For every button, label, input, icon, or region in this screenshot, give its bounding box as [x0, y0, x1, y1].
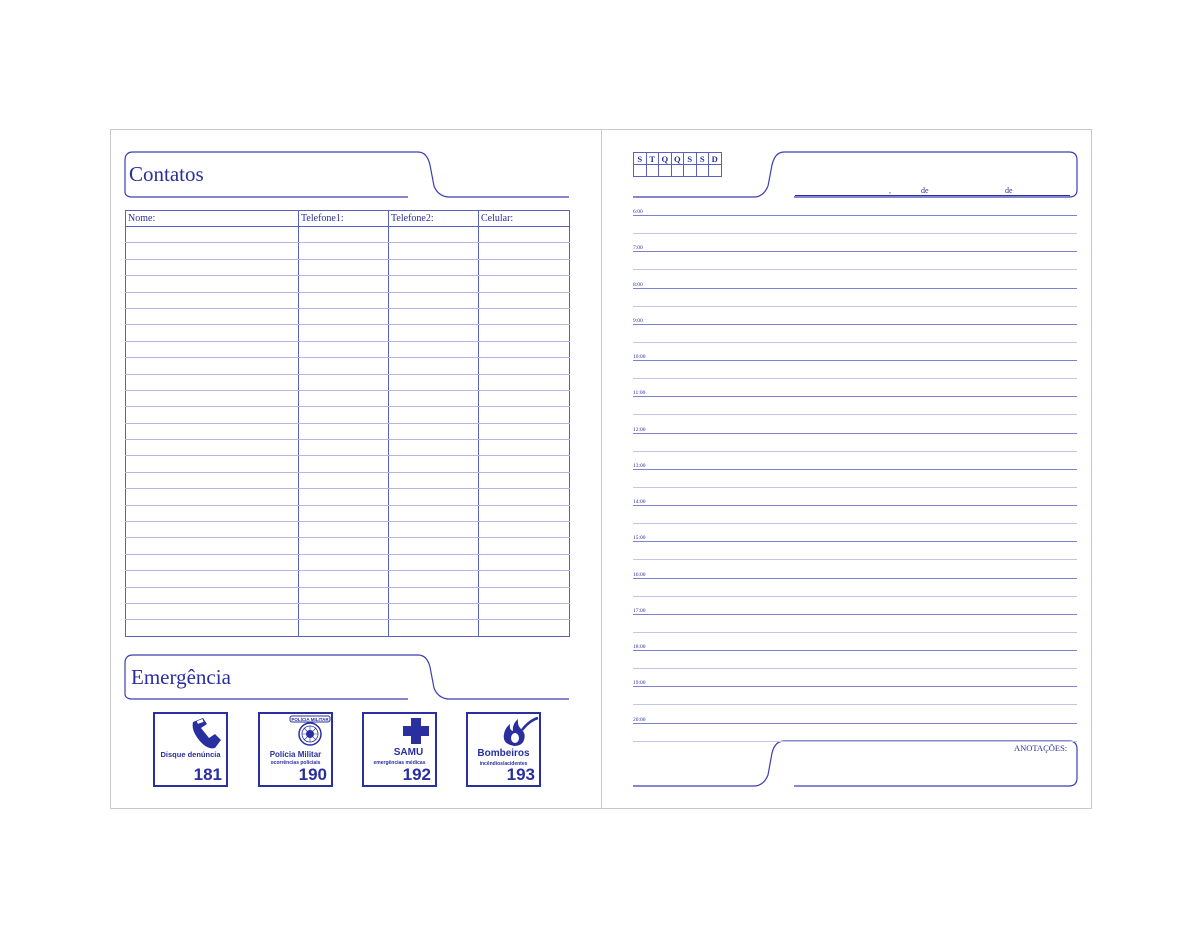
- hour-label: 10:00: [633, 354, 646, 360]
- celular-cell[interactable]: [479, 276, 570, 292]
- hour-line[interactable]: [633, 324, 1077, 325]
- celular-cell[interactable]: [479, 407, 570, 423]
- telefone2-cell[interactable]: [389, 308, 479, 324]
- telefone1-cell[interactable]: [299, 325, 389, 341]
- telefone1-cell[interactable]: [299, 554, 389, 570]
- telefone1-cell[interactable]: [299, 489, 389, 505]
- name-cell[interactable]: [126, 554, 299, 570]
- hour-label: 9:00: [633, 317, 643, 324]
- celular-cell[interactable]: [479, 325, 570, 341]
- telefone2-cell[interactable]: [389, 276, 479, 292]
- telefone1-cell[interactable]: [299, 308, 389, 324]
- celular-cell[interactable]: [479, 341, 570, 357]
- telefone2-cell[interactable]: [389, 358, 479, 374]
- celular-cell[interactable]: [479, 538, 570, 554]
- contact-row: [126, 472, 570, 488]
- emergency-number: 181: [193, 765, 222, 784]
- telefone2-cell[interactable]: [389, 440, 479, 456]
- hour-label: 6:00: [633, 209, 643, 215]
- hour-label: 13:00: [633, 462, 646, 469]
- emergency-number: 192: [402, 765, 431, 784]
- name-cell[interactable]: [126, 620, 299, 636]
- weekday-label: S: [684, 153, 697, 165]
- notes-label: ANOTAÇÕES:: [1014, 743, 1068, 753]
- hour-line[interactable]: [633, 215, 1077, 216]
- celular-cell[interactable]: [479, 571, 570, 587]
- celular-cell[interactable]: [479, 456, 570, 472]
- celular-cell[interactable]: [479, 308, 570, 324]
- celular-cell[interactable]: [479, 259, 570, 275]
- contacts-table: [125, 210, 570, 637]
- contact-row: [126, 554, 570, 570]
- telefone1-cell[interactable]: [299, 259, 389, 275]
- telefone2-cell[interactable]: [389, 325, 479, 341]
- contact-row: [126, 227, 570, 243]
- contacts-title: Contatos: [129, 162, 204, 186]
- name-cell[interactable]: [126, 603, 299, 619]
- contact-row: [126, 243, 570, 259]
- name-cell[interactable]: [126, 259, 299, 275]
- emergency-card-181: [153, 712, 228, 787]
- telefone1-cell[interactable]: [299, 571, 389, 587]
- contact-row: [126, 276, 570, 292]
- emergency-number: 193: [506, 765, 535, 784]
- name-cell[interactable]: [126, 292, 299, 308]
- half-hour-line[interactable]: [633, 559, 1077, 560]
- hour-line[interactable]: [633, 505, 1077, 506]
- emergency-name: Disque denúncia: [160, 750, 221, 759]
- contact-row: [126, 603, 570, 619]
- contacts-header-row: [126, 211, 570, 227]
- weekday-box[interactable]: [634, 165, 647, 177]
- weekday-box[interactable]: [671, 165, 684, 177]
- contact-row: [126, 308, 570, 324]
- contact-row: [126, 620, 570, 636]
- weekday-label: Q: [659, 153, 672, 165]
- hour-label: 7:00: [633, 245, 643, 252]
- telefone2-cell[interactable]: [389, 292, 479, 308]
- celular-cell[interactable]: [479, 243, 570, 259]
- celular-cell[interactable]: [479, 423, 570, 439]
- weekday-box[interactable]: [709, 165, 722, 177]
- emergency-subtitle: emergências médicas: [373, 760, 426, 766]
- hour-line[interactable]: [633, 251, 1077, 252]
- telefone1-cell[interactable]: [299, 243, 389, 259]
- telefone1-cell[interactable]: [299, 538, 389, 554]
- contact-row: [126, 259, 570, 275]
- date-de-1: de: [921, 186, 929, 195]
- name-cell[interactable]: [126, 341, 299, 357]
- telefone2-cell[interactable]: [389, 374, 479, 390]
- weekday-box[interactable]: [659, 165, 672, 177]
- telefone1-cell[interactable]: [299, 292, 389, 308]
- emergency-subtitle: incêndios/acidentes: [479, 761, 528, 767]
- telefone1-cell[interactable]: [299, 472, 389, 488]
- telefone1-cell[interactable]: [299, 522, 389, 538]
- name-cell[interactable]: [126, 522, 299, 538]
- contact-row: [126, 423, 570, 439]
- hour-label: 16:00: [633, 571, 646, 578]
- contact-row: [126, 522, 570, 538]
- half-hour-line[interactable]: [633, 306, 1077, 307]
- celular-cell[interactable]: [479, 505, 570, 521]
- emergency-name: Bombeiros: [477, 748, 530, 759]
- date-de-2: de: [1005, 186, 1013, 195]
- telefone1-cell[interactable]: [299, 620, 389, 636]
- telefone2-cell[interactable]: [389, 489, 479, 505]
- telefone1-cell[interactable]: [299, 423, 389, 439]
- emergency-subtitle: ocorrências policiais: [270, 760, 321, 766]
- telefone1-cell[interactable]: [299, 341, 389, 357]
- hour-label: 17:00: [633, 607, 646, 614]
- emergency-name: SAMU: [393, 747, 424, 758]
- hour-line[interactable]: [633, 469, 1077, 470]
- half-hour-line[interactable]: [633, 269, 1077, 270]
- hour-line[interactable]: [633, 541, 1077, 542]
- telefone2-cell[interactable]: [389, 603, 479, 619]
- telefone2-cell[interactable]: [389, 620, 479, 636]
- telefone2-cell[interactable]: [389, 259, 479, 275]
- name-cell[interactable]: [126, 423, 299, 439]
- contact-row: [126, 505, 570, 521]
- celular-cell[interactable]: [479, 522, 570, 538]
- telefone2-cell[interactable]: [389, 243, 479, 259]
- telefone2-cell[interactable]: [389, 522, 479, 538]
- half-hour-line[interactable]: [633, 704, 1077, 705]
- name-cell[interactable]: [126, 390, 299, 406]
- telefone2-cell[interactable]: [389, 390, 479, 406]
- hour-label: 14:00: [633, 499, 646, 505]
- half-hour-line[interactable]: [633, 487, 1077, 488]
- half-hour-line[interactable]: [633, 233, 1077, 234]
- column-header-celular: Celular:: [479, 211, 570, 227]
- telefone2-cell[interactable]: [389, 423, 479, 439]
- celular-cell[interactable]: [479, 440, 570, 456]
- telefone1-cell[interactable]: [299, 390, 389, 406]
- date-line-underline: [795, 195, 1070, 196]
- telefone2-cell[interactable]: [389, 538, 479, 554]
- hour-line[interactable]: [633, 686, 1077, 687]
- emergency-title: Emergência: [131, 665, 231, 689]
- contact-row: [126, 292, 570, 308]
- celular-cell[interactable]: [479, 620, 570, 636]
- emergency-card-190: [258, 712, 333, 787]
- spine-divider: [601, 129, 602, 809]
- contact-row: [126, 440, 570, 456]
- emergency-name: Polícia Militar: [269, 750, 322, 759]
- hour-label: 11:00: [633, 390, 646, 397]
- telefone2-cell[interactable]: [389, 587, 479, 603]
- name-cell[interactable]: [126, 489, 299, 505]
- telefone1-cell[interactable]: [299, 276, 389, 292]
- celular-cell[interactable]: [479, 227, 570, 243]
- name-cell[interactable]: [126, 374, 299, 390]
- telefone1-cell[interactable]: [299, 603, 389, 619]
- hour-line[interactable]: [633, 360, 1077, 361]
- name-cell[interactable]: [126, 571, 299, 587]
- weekday-label: D: [709, 153, 722, 165]
- name-cell[interactable]: [126, 243, 299, 259]
- celular-cell[interactable]: [479, 292, 570, 308]
- half-hour-line[interactable]: [633, 378, 1077, 379]
- telefone1-cell[interactable]: [299, 505, 389, 521]
- telefone1-cell[interactable]: [299, 407, 389, 423]
- name-cell[interactable]: [126, 407, 299, 423]
- half-hour-line[interactable]: [633, 342, 1077, 343]
- emergency-card-193: [466, 712, 541, 787]
- celular-cell[interactable]: [479, 603, 570, 619]
- name-cell[interactable]: [126, 472, 299, 488]
- name-cell[interactable]: [126, 227, 299, 243]
- contact-row: [126, 341, 570, 357]
- half-hour-line[interactable]: [633, 741, 1077, 742]
- hand-phone-icon: [185, 716, 225, 752]
- hour-line[interactable]: [633, 578, 1077, 579]
- contact-row: [126, 489, 570, 505]
- telefone2-cell[interactable]: [389, 456, 479, 472]
- contact-row: [126, 390, 570, 406]
- telefone1-cell[interactable]: [299, 456, 389, 472]
- hour-label: 18:00: [633, 644, 646, 650]
- hour-label: 15:00: [633, 535, 646, 542]
- medical-cross-icon: [402, 717, 430, 745]
- contact-row: [126, 325, 570, 341]
- telefone1-cell[interactable]: [299, 440, 389, 456]
- half-hour-line[interactable]: [633, 668, 1077, 669]
- weekday-label: S: [696, 153, 709, 165]
- contact-row: [126, 407, 570, 423]
- half-hour-line[interactable]: [633, 451, 1077, 452]
- weekday-box[interactable]: [684, 165, 697, 177]
- name-cell[interactable]: [126, 505, 299, 521]
- name-cell[interactable]: [126, 358, 299, 374]
- weekday-box[interactable]: [696, 165, 709, 177]
- half-hour-line[interactable]: [633, 596, 1077, 597]
- hour-label: 19:00: [633, 680, 646, 687]
- telefone1-cell[interactable]: [299, 227, 389, 243]
- name-cell[interactable]: [126, 587, 299, 603]
- telefone2-cell[interactable]: [389, 227, 479, 243]
- hour-line[interactable]: [633, 723, 1077, 724]
- emergency-card-192: [362, 712, 437, 787]
- hour-line[interactable]: [633, 433, 1077, 434]
- hour-line[interactable]: [633, 650, 1077, 651]
- half-hour-line[interactable]: [633, 632, 1077, 633]
- name-cell[interactable]: [126, 308, 299, 324]
- hour-label: 12:00: [633, 426, 646, 433]
- name-cell[interactable]: [126, 276, 299, 292]
- contact-row: [126, 587, 570, 603]
- contact-row: [126, 374, 570, 390]
- name-cell[interactable]: [126, 440, 299, 456]
- hour-line[interactable]: [633, 614, 1077, 615]
- telefone2-cell[interactable]: [389, 571, 479, 587]
- weekday-checkboxes: [633, 152, 722, 177]
- hour-label: 8:00: [633, 281, 643, 288]
- hour-line[interactable]: [633, 288, 1077, 289]
- telefone1-cell[interactable]: [299, 374, 389, 390]
- celular-cell[interactable]: [479, 390, 570, 406]
- hour-label: 20:00: [633, 716, 646, 723]
- weekday-label: S: [634, 153, 647, 165]
- telefone2-cell[interactable]: [389, 505, 479, 521]
- svg-text:POLÍCIA MILITAR: POLÍCIA MILITAR: [291, 717, 329, 722]
- date-comma: ,: [889, 186, 891, 195]
- celular-cell[interactable]: [479, 554, 570, 570]
- telefone2-cell[interactable]: [389, 341, 479, 357]
- weekday-label: Q: [671, 153, 684, 165]
- celular-cell[interactable]: [479, 374, 570, 390]
- weekday-label: T: [646, 153, 659, 165]
- emergency-number: 190: [298, 765, 327, 784]
- column-header-telefone1: Telefone1:: [299, 211, 389, 227]
- column-header-telefone2: Telefone2:: [389, 211, 479, 227]
- celular-cell[interactable]: [479, 489, 570, 505]
- telefone1-cell[interactable]: [299, 587, 389, 603]
- contact-row: [126, 456, 570, 472]
- telefone2-cell[interactable]: [389, 554, 479, 570]
- celular-cell[interactable]: [479, 358, 570, 374]
- contact-row: [126, 538, 570, 554]
- name-cell[interactable]: [126, 325, 299, 341]
- contact-row: [126, 571, 570, 587]
- name-cell[interactable]: [126, 456, 299, 472]
- celular-cell[interactable]: [479, 472, 570, 488]
- flame-icon: [496, 716, 540, 748]
- celular-cell[interactable]: [479, 587, 570, 603]
- name-cell[interactable]: [126, 538, 299, 554]
- half-hour-line[interactable]: [633, 523, 1077, 524]
- telefone2-cell[interactable]: [389, 472, 479, 488]
- column-header-nome: Nome:: [126, 211, 299, 227]
- telefone1-cell[interactable]: [299, 358, 389, 374]
- police-badge-icon: [288, 715, 332, 747]
- half-hour-line[interactable]: [633, 414, 1077, 415]
- hour-line[interactable]: [633, 396, 1077, 397]
- weekday-box[interactable]: [646, 165, 659, 177]
- telefone2-cell[interactable]: [389, 407, 479, 423]
- contact-row: [126, 358, 570, 374]
